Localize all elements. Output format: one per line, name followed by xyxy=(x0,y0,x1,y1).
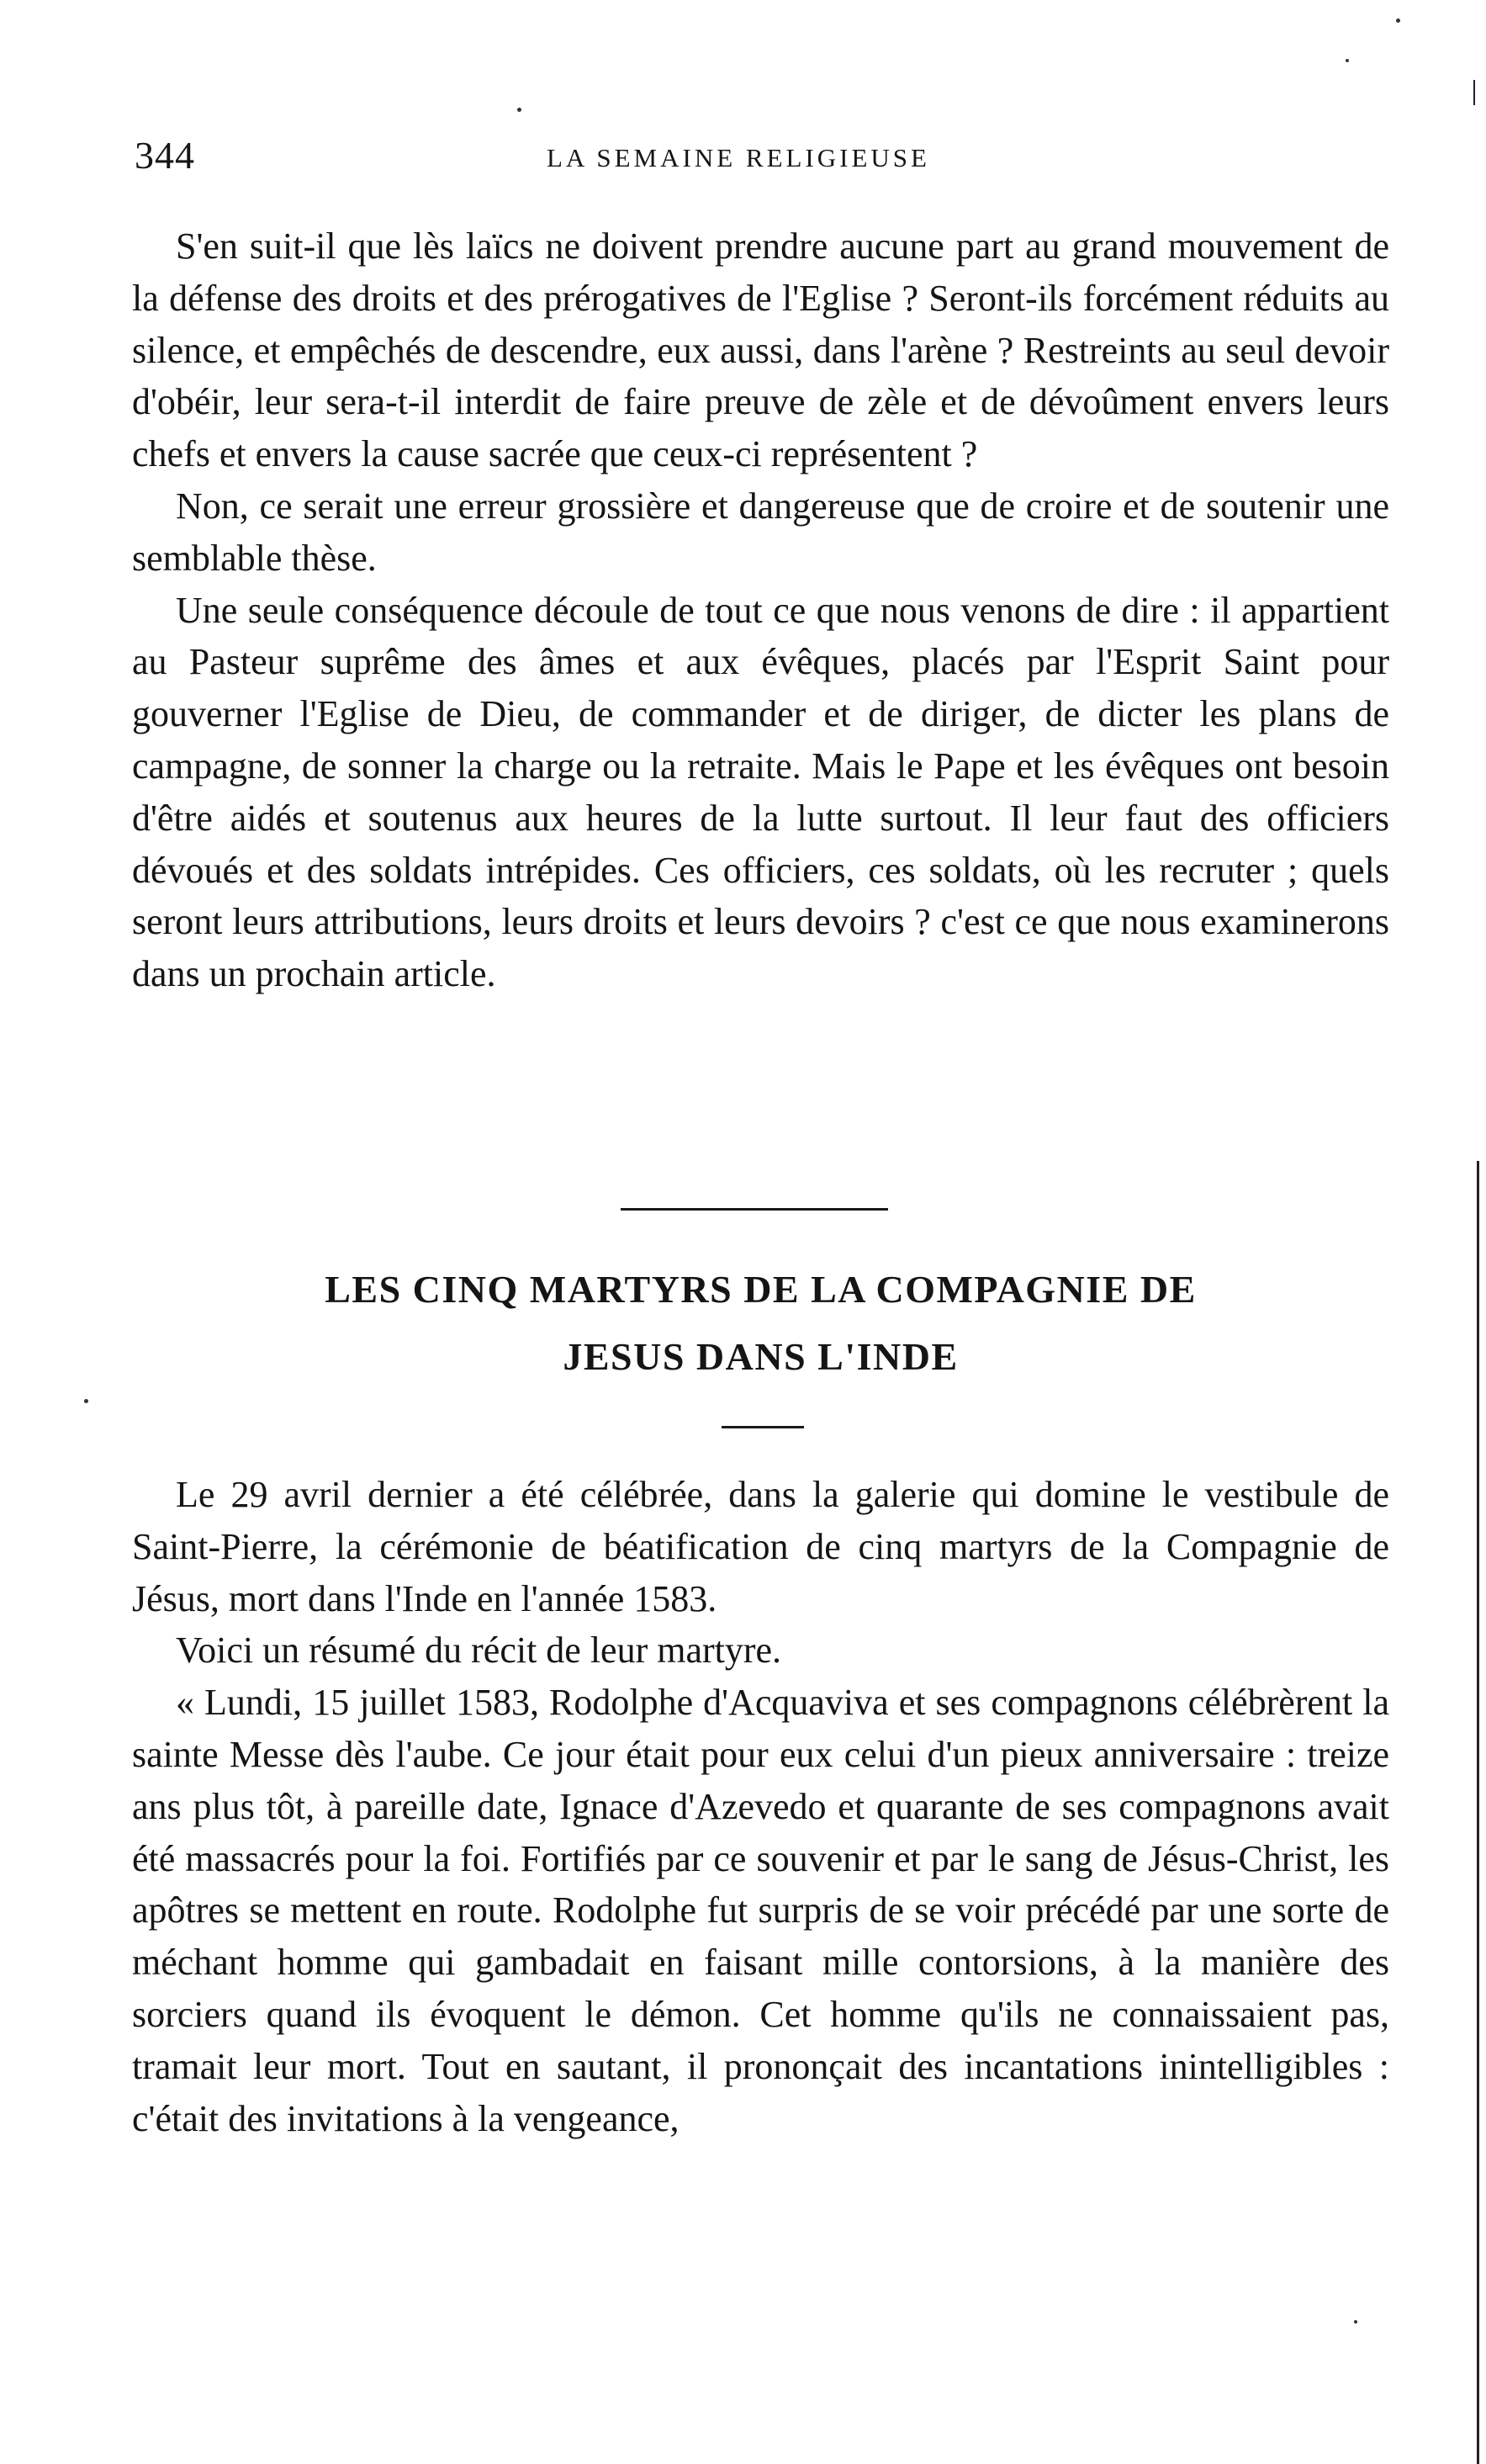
paragraph: Voici un résumé du récit de leur martyre. xyxy=(176,1629,782,1672)
article-body xyxy=(132,1469,1389,2144)
scan-speck xyxy=(1396,19,1400,23)
scan-speck xyxy=(84,1399,88,1403)
paragraph: Une seule conséquence découle de tout ce que nous venons de dire : il appartient au Pasteur suprême des âmes et aux évêques, placés par l'Esprit Saint pour gouverner l'Eglise de Dieu, de commander et de diriger, de dicter les plans de campagne, de sonner la charge ou la retraite. Mais le Pape et les évêques ont besoin d'être aidés et soutenus aux heures de la lutte surtout. Il leur faut des officiers dévoués et des soldats intrépides. Ces officiers, ces soldats, où les recruter ; quels seront leurs attributions, leurs droits et leurs devoirs ? c'est ce que nous examinerons dans un prochain article. xyxy=(132,589,1389,995)
scan-speck xyxy=(1354,2320,1357,2324)
page-number: 344 xyxy=(135,134,195,177)
section-body xyxy=(132,220,1389,1000)
scan-speck xyxy=(1346,59,1349,62)
section-divider xyxy=(621,1208,888,1211)
paragraph: Le 29 avril dernier a été célébrée, dans la galerie qui domine le vestibule de Saint-Pierre, la cérémonie de béatification de cinq martyrs de la Compagnie de Jésus, mort dans l'Inde en l'année 1583. xyxy=(132,1474,1389,1619)
scan-speck xyxy=(517,108,521,112)
page-edge-shadow xyxy=(1477,1161,1479,2464)
paragraph: S'en suit-il que lès laïcs ne doivent prendre aucune part au grand mouvement de la défense des droits et des prérogatives de l'Eglise ? Seront-ils forcément réduits au silence, et empêchés de descendre, eux aussi, dans l'arène ? Restreints au seul devoir d'obéir, leur sera-t-il interdit de faire preuve de zèle et de dévoûment envers leurs chefs et envers la cause sacrée que ceux-ci représentent ? xyxy=(132,225,1389,475)
article-title-line-1: LES CINQ MARTYRS DE LA COMPAGNIE DE xyxy=(325,1268,1197,1311)
page-edge-mark xyxy=(1473,80,1475,105)
running-title: LA SEMAINE RELIGIEUSE xyxy=(547,143,930,172)
running-header xyxy=(135,133,1388,183)
paragraph: Non, ce serait une erreur grossière et dangereuse que de croire et de soutenir une semblable thèse. xyxy=(132,485,1389,579)
paragraph: « Lundi, 15 juillet 1583, Rodolphe d'Acquaviva et ses compagnons célébrèrent la sainte Messe dès l'aube. Ce jour était pour eux celui d'un pieux anniversaire : treize ans plus tôt, à pareille date, Ignace d'Azevedo et quarante de ses compagnons avait été massacrés pour la foi. Fortifiés par ce souvenir et par le sang de Jésus-Christ, les apôtres se mettent en route. Rodolphe fut surpris de se voir précédé par une sorte de méchant homme qui gambadait en faisant mille contorsions, à la manière des sorciers quand ils évoquent le démon. Cet homme qu'ils ne connaissaient pas, tramait leur mort. Tout en sautant, il prononçait des incantations inintelligibles : c'était des invitations à la vengeance, xyxy=(132,1682,1389,2139)
title-divider xyxy=(722,1426,804,1428)
article-title-line-2: JESUS DANS L'INDE xyxy=(563,1335,959,1378)
